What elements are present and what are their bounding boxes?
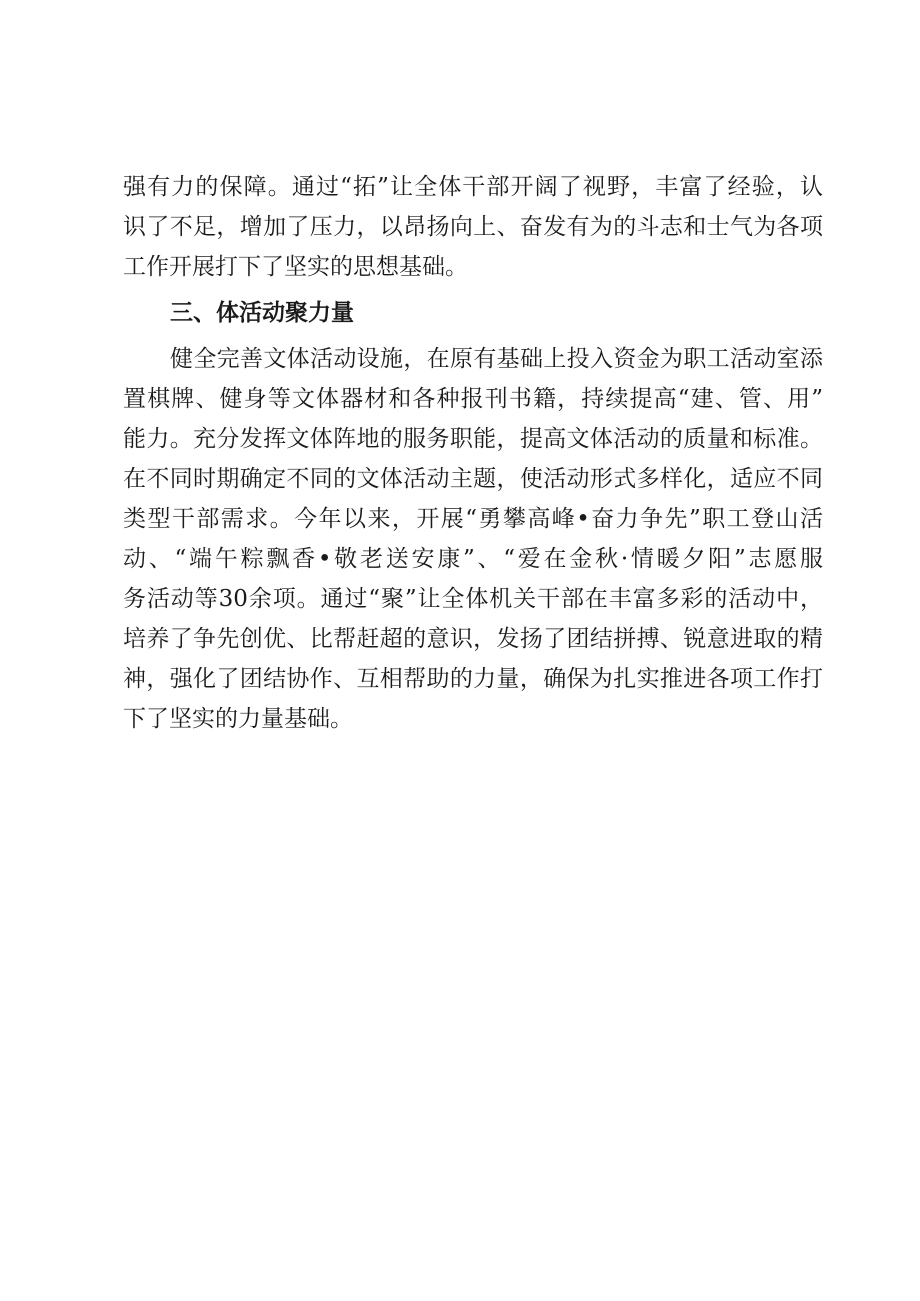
paragraph-line: 能力。充分发挥文体阵地的服务职能，提高文体活动的质量和标准。: [123, 426, 823, 452]
paragraph-line: 下了坚实的力量基础。: [123, 706, 353, 732]
paragraph-line: 神，强化了团结协作、互相帮助的力量，确保为扎实推进各项工作打: [123, 666, 823, 692]
paragraph-line: 识了不足，增加了压力，以昂扬向上、奋发有为的斗志和士气为各项: [123, 214, 823, 240]
paragraph-line: 培养了争先创优、比帮赶超的意识，发扬了团结拼搏、锐意进取的精: [123, 626, 823, 652]
paragraph-line: 工作开展打下了坚实的思想基础。: [123, 254, 468, 280]
paragraph-line: 务活动等30余项。通过“聚”让全体机关干部在丰富多彩的活动中，: [123, 586, 823, 612]
paragraph-line: 强有力的保障。通过“拓”让全体干部开阔了视野，丰富了经验，认: [123, 174, 823, 200]
paragraph-line: 健全完善文体活动设施，在原有基础上投入资金为职工活动室添: [170, 346, 823, 372]
section-heading: 三、体活动聚力量: [170, 300, 354, 326]
paragraph-line: 动、“端午粽飘香•敬老送安康”、“爱在金秋·情暖夕阳”志愿服: [123, 546, 823, 572]
paragraph-line: 置棋牌、健身等文体器材和各种报刊书籍，持续提高“建、管、用”: [123, 386, 823, 412]
paragraph-line: 在不同时期确定不同的文体活动主题，使活动形式多样化，适应不同: [123, 466, 823, 492]
paragraph-line: 类型干部需求。今年以来，开展“勇攀高峰•奋力争先”职工登山活: [123, 506, 823, 532]
